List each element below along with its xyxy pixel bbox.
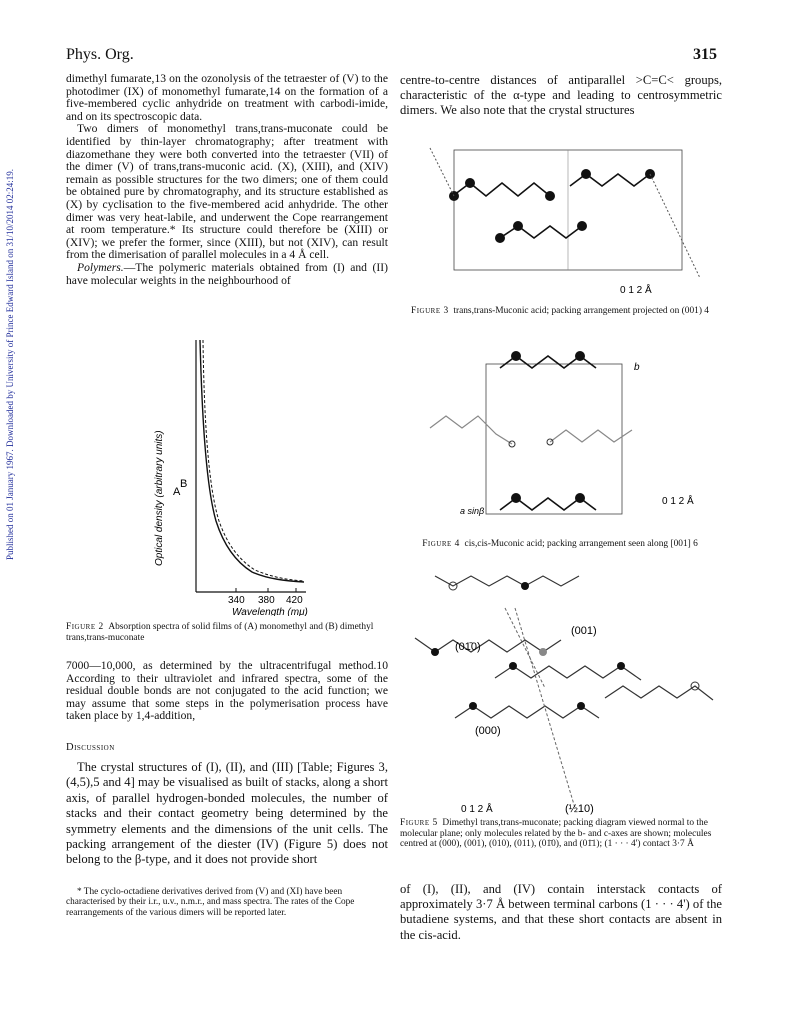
figure-4-caption: Figure 4 cis,cis-Muconic acid; packing arrangement seen along [001] 6 [422, 539, 698, 549]
tick-label: 420 [286, 595, 303, 606]
atom [511, 351, 521, 361]
figure-5-caption: Figure 5 Dimethyl trans,trans-muconate; packing diagram viewed normal to the molecular plane; only molecules related by the b- and c-axes are shown; molecules centred at (000), (001), (010), (011), (01̄0), and (01̄1); (1 · · · 4') contact 3·7 Å [400, 818, 712, 850]
atom [495, 233, 505, 243]
figure-3-caption: Figure 3 trans,trans-Muconic acid; packing arrangement projected on (001) 4 [411, 306, 709, 316]
axis-label-a: a sinβ [460, 506, 485, 516]
atom [545, 191, 555, 201]
molecule [550, 430, 632, 442]
atom [575, 351, 585, 361]
h-bond [430, 148, 454, 196]
figure-5-diagram [395, 568, 725, 818]
molecule-label: (000) [475, 725, 501, 737]
run-in-heading: Polymers. [77, 260, 124, 274]
paragraph: The crystal structures of (I), (II), and (III) [Table; Figures 3, (4,5),5 and 4] may be visualised as built of stacks, along a short axis, of parallel hydrogen-bonded molecules, the number of stacks and their contact geometry being determined by the symmetry elements and the dimensions of the unit cells. The packing arrangement of the diester (IV) (Figure 5) does not belong to the β-type, and it does not provide short [66, 760, 388, 867]
left-column-bottom [66, 660, 388, 723]
atom [469, 702, 477, 710]
journal-header: Phys. Org. [66, 46, 134, 63]
molecule-label: (001) [571, 625, 597, 637]
atom [617, 662, 625, 670]
curve-a [200, 340, 304, 582]
direction-label: (½10) [565, 803, 594, 815]
molecule [455, 706, 599, 718]
x-axis-label: Wavelength (mμ) [232, 607, 308, 616]
right-column-bottom: of (I), (II), and (IV) contain interstack contacts of approximately 3·7 Å between terminal carbons (1 · · · 4') of the butadiene systems, and that these short contacts are absent in the cis-acid. [400, 882, 722, 942]
figure-3-diagram [410, 138, 720, 308]
figure-2-caption: Figure 2 Absorption spectra of solid films of (A) monomethyl and (B) dimethyl trans,trans-muconate [66, 622, 374, 643]
page-number: 315 [693, 46, 717, 63]
section-heading: Discussion [66, 742, 115, 753]
atom [577, 221, 587, 231]
y-axis-label: Optical density (arbitrary units) [154, 430, 165, 566]
left-column-discussion [66, 760, 388, 868]
axis-label-b: b [634, 362, 640, 373]
contact-line [505, 608, 545, 688]
label-b: B [180, 478, 188, 490]
contact-line [515, 608, 575, 808]
molecule [430, 416, 512, 444]
atom [431, 648, 439, 656]
curve-b [203, 340, 304, 581]
atom [521, 582, 529, 590]
atom [509, 662, 517, 670]
figure-4-diagram [400, 338, 720, 538]
paragraph: dimethyl fumarate,13 on the ozonolysis of the tetraester of (V) to the photodimer (IX) of monomethyl fumarate,14 on the formation of a five-membered cyclic anhydride on treatment with carbodi-imide, and on its spectroscopic data. [66, 72, 388, 123]
atom [511, 493, 521, 503]
publication-watermark: Published on 01 January 1967. Downloaded by University of Prince Edward Island on 31/10/2014 02:24:19. [5, 169, 15, 560]
paragraph: Two dimers of monomethyl trans,trans-muconate could be identified by thin-layer chromatography; after treatment with diazomethane they were both converted into the tetraester (VII) of the dimer (V) of trans,trans-muconic acid. (X), (XIII), and (XIV) remain as possible structures for the two dimers; one of them could be obtained pure by chromatography, and its structure established as (X) by cyclisation to the five-membered acid anhydride. The other dimer was very heat-labile, and underwent the Cope rearrangement at room temperature.* Its structure could therefore be (XIII) or (XIV); we prefer the former, since (XIII), but not (XIV), can result from the dimerisation of parallel molecules in a 4 Å cell. [66, 122, 388, 262]
figure-2-chart [140, 336, 310, 616]
scale-bar: 0 1 2 Å [461, 804, 493, 815]
h-bond [650, 174, 700, 278]
scale-bar: 0 1 2 Å [620, 285, 652, 296]
right-column-top: centre-to-centre distances of antiparallel >C=C< groups, characteristic of the α-type and leading to centrosymmetric dimers. We also note that the crystal structures [400, 73, 722, 118]
footnote: * The cyclo-octadiene derivatives derived from (V) and (XI) have been characterised by their i.r., u.v., n.m.r., and mass spectra. The rates of the Cope rearrangements of the various dimers will be reported later. [66, 887, 355, 918]
paragraph: Polymers.—The polymeric materials obtained from (I) and (II) have molecular weights in the neighbourhood of [66, 260, 388, 287]
tick-label: 380 [258, 595, 275, 606]
paragraph: 7000—10,000, as determined by the ultracentrifugal method.10 According to their ultraviolet and infrared spectra, some of the residual double bonds are not conjugated to the acid function; we may assume that some steps in the polymerisation process have taken place by 1,4-addition, [66, 659, 388, 723]
molecule [500, 226, 582, 238]
tick-label: 340 [228, 595, 245, 606]
atom [577, 702, 585, 710]
atom [513, 221, 523, 231]
atom [581, 169, 591, 179]
left-column-top [66, 73, 388, 287]
atom [539, 648, 547, 656]
atom [465, 178, 475, 188]
molecule [450, 183, 550, 198]
molecule-label: (01̄0) [455, 641, 481, 653]
label-a: A [173, 486, 181, 498]
scale-bar: 0 1 2 Å [662, 496, 694, 507]
molecule [605, 686, 713, 700]
atom [575, 493, 585, 503]
